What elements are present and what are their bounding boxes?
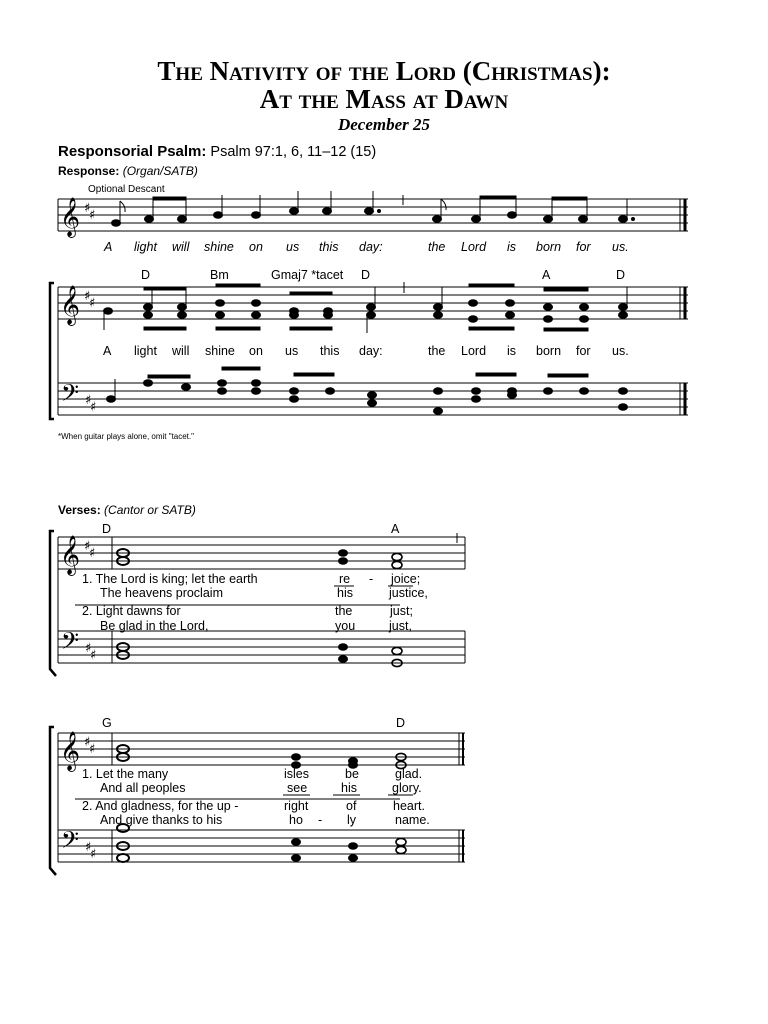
lyric: A (104, 240, 113, 254)
chord-symbol: G (102, 716, 112, 730)
verse-syllable: justice, (389, 586, 428, 600)
verse-syllable: right (284, 799, 309, 813)
verse-syllable: you (335, 619, 356, 633)
verse-syllable: ly (347, 813, 357, 827)
verse-hyphen: - (318, 813, 323, 827)
lyric: will (172, 344, 190, 358)
sharp-icon: ♯ (89, 208, 96, 223)
treble-clef-icon: 𝄞 (60, 285, 81, 325)
sharp-icon: ♯ (85, 840, 92, 855)
verse-syllable: his (337, 586, 353, 600)
lyric: is (507, 344, 517, 358)
sharp-icon: ♯ (89, 296, 96, 311)
lyric: us (285, 344, 299, 358)
page-title-line-2: At the Mass at Dawn (259, 84, 509, 114)
verse-syllable: ho (289, 813, 303, 827)
lyric: for (576, 240, 591, 254)
lyric: Lord (461, 344, 487, 358)
sharp-icon: ♯ (90, 847, 97, 862)
verse-line: The heavens proclaim (100, 586, 223, 600)
organ-treble-notes (104, 282, 628, 333)
lyric: is (507, 240, 517, 254)
descant-notes (112, 191, 635, 226)
psalm-heading-label: Responsorial Psalm: (58, 143, 207, 160)
verse-syllable: just; (390, 604, 413, 618)
sharp-icon: ♯ (84, 201, 91, 216)
lyric: on (249, 240, 263, 254)
verse-syllable: isles (284, 767, 310, 781)
page-title-line-1: The Nativity of the Lord (Christmas): (157, 56, 611, 86)
verses-scoring: (Cantor or SATB) (104, 503, 196, 517)
verse-line: 2. Light dawns for (82, 604, 181, 618)
chord-symbol: D (141, 268, 151, 282)
verse-syllable: name. (395, 813, 430, 827)
verse-syllable: re (339, 572, 351, 586)
sharp-icon: ♯ (84, 539, 91, 554)
sharp-icon: ♯ (89, 742, 96, 757)
response-scoring: (Organ/SATB) (122, 164, 198, 178)
chord-symbol: D (102, 522, 112, 536)
guitar-footnote: *When guitar plays alone, omit "tacet." (58, 432, 194, 441)
verse-syllable: joice; (391, 572, 421, 586)
sharp-icon: ♯ (85, 393, 92, 408)
response-heading: Response: (58, 164, 120, 178)
chord-symbol: Gmaj7 *tacet (271, 268, 344, 282)
sharp-icon: ♯ (89, 546, 96, 561)
lyric: the (428, 344, 446, 358)
bass-clef-icon: 𝄢 (61, 627, 80, 660)
sharp-icon: ♯ (85, 641, 92, 656)
chord-symbol: D (361, 268, 371, 282)
lyric: for (576, 344, 591, 358)
lyric: this (319, 240, 339, 254)
verse-syllable: glad. (395, 767, 423, 781)
lyric: light (134, 344, 157, 358)
verse-line: Be glad in the Lord, (100, 619, 209, 633)
bass-clef-icon: 𝄢 (61, 379, 80, 412)
lyric: the (428, 240, 446, 254)
verse-syllable: the (335, 604, 353, 618)
verses-label (58, 503, 196, 517)
lyric: light (134, 240, 157, 254)
lyric: on (249, 344, 263, 358)
descant-label: Optional Descant (88, 184, 165, 195)
verse-syllable: see (287, 781, 308, 795)
verse-hyphen: - (369, 572, 374, 586)
treble-clef-icon: 𝄞 (60, 535, 81, 575)
sharp-icon: ♯ (84, 735, 91, 750)
sharp-icon: ♯ (84, 289, 91, 304)
chord-symbol: D (396, 716, 406, 730)
lyric: A (103, 344, 112, 358)
verse-line: And give thanks to his (100, 813, 223, 827)
lyric: Lord (461, 240, 487, 254)
chord-symbol: D (616, 268, 626, 282)
verse-line: 1. Let the many (82, 767, 169, 781)
verse-syllable: heart. (393, 799, 425, 813)
lyric: born (536, 240, 562, 254)
verse-syllable: glory. (392, 781, 422, 795)
lyric: us. (612, 344, 629, 358)
lyric: this (320, 344, 340, 358)
verses-heading: Verses: (58, 503, 101, 517)
lyric: day: (359, 240, 383, 254)
lyric: shine (204, 240, 234, 254)
feast-date: December 25 (337, 115, 431, 134)
verse-syllable: of (346, 799, 357, 813)
lyric: shine (205, 344, 235, 358)
lyric: born (536, 344, 562, 358)
lyric: day: (359, 344, 383, 358)
treble-clef-icon: 𝄞 (60, 197, 81, 237)
verse-syllable: his (341, 781, 357, 795)
chord-symbol: Bm (210, 268, 229, 282)
verse-line: 1. The Lord is king; let the earth (82, 572, 258, 586)
lyric: us. (612, 240, 629, 254)
chord-symbol: A (391, 522, 400, 536)
sharp-icon: ♯ (90, 648, 97, 663)
verse-line: 2. And gladness, for the up - (82, 799, 239, 813)
chord-symbol: A (542, 268, 551, 282)
sharp-icon: ♯ (90, 400, 97, 415)
verse-syllable: just, (389, 619, 412, 633)
verse-syllable: be (345, 767, 359, 781)
lyric: will (172, 240, 190, 254)
verse-line: And all peoples (100, 781, 186, 795)
psalm-reference: Psalm 97:1, 6, 11–12 (15) (210, 144, 377, 160)
bass-clef-icon: 𝄢 (61, 826, 80, 859)
lyric: us (286, 240, 300, 254)
treble-clef-icon: 𝄞 (60, 731, 81, 771)
